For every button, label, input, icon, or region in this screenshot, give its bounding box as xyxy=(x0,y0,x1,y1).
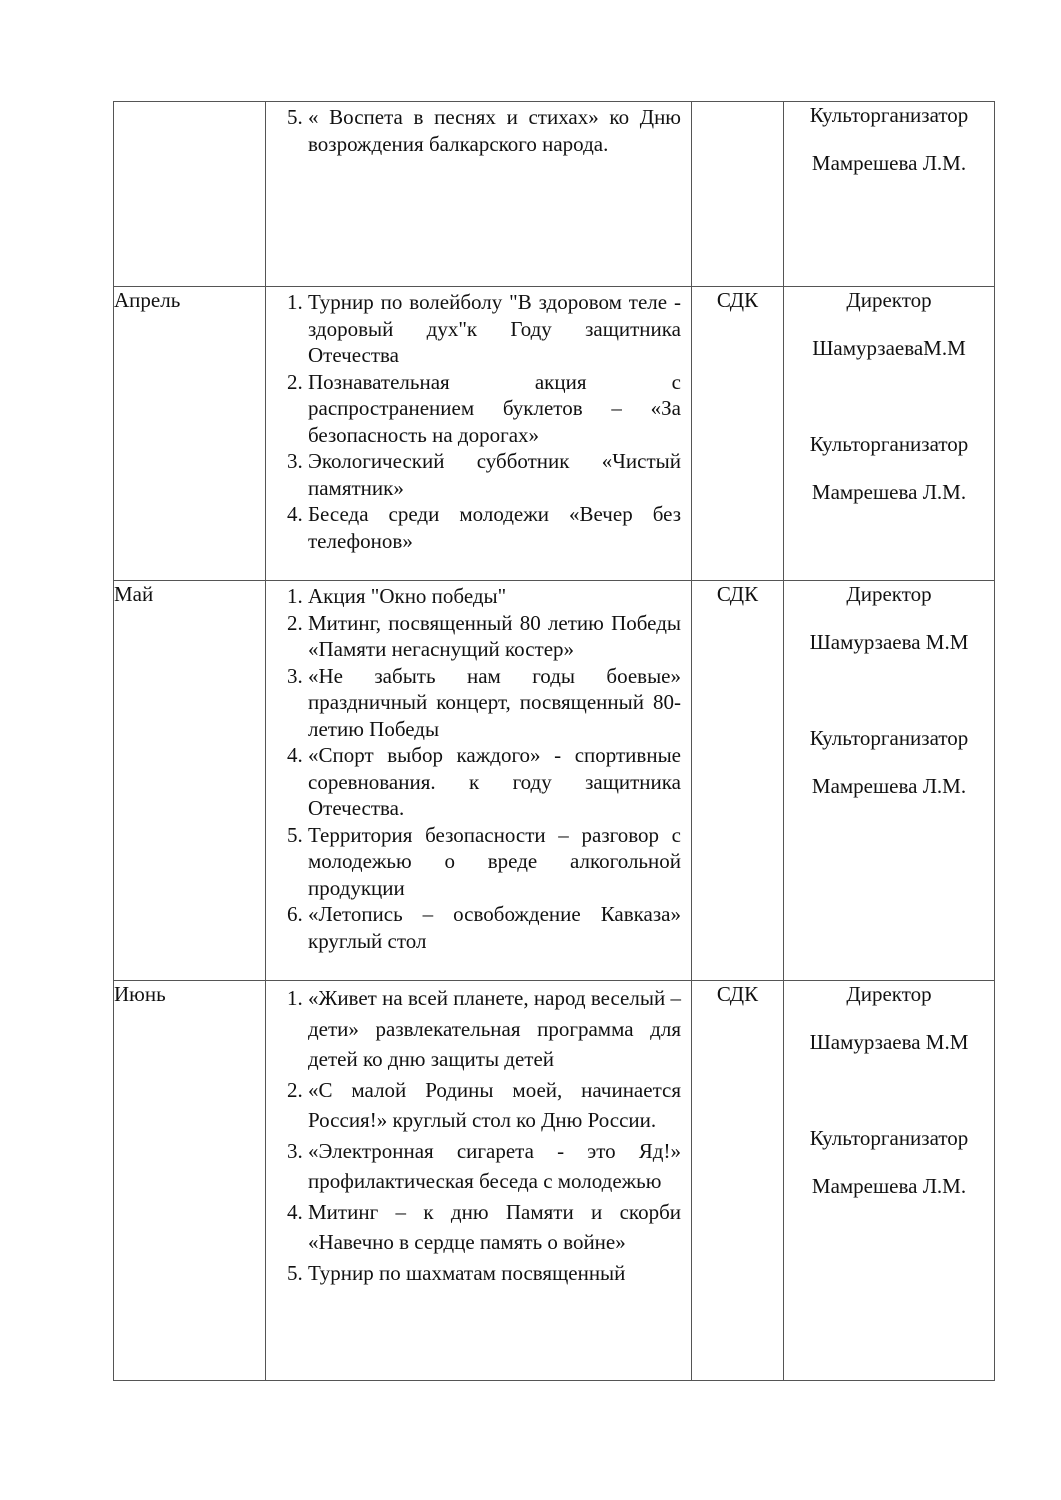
events-cell xyxy=(266,581,692,981)
responsible-role: Культорганизатор xyxy=(809,432,969,456)
responsible-cell xyxy=(784,581,995,981)
place-cell: СДК xyxy=(692,981,784,1381)
event-item: 1. «Живет на всей планете, народ веселый – дети» развлекательная программа для детей ко дню защиты детей xyxy=(308,983,681,1075)
responsible-cell xyxy=(784,981,995,1381)
table-row xyxy=(114,581,995,981)
responsible-role: Культорганизатор xyxy=(809,1126,969,1150)
events-list xyxy=(266,102,691,157)
place-cell xyxy=(692,102,784,287)
responsible-name: Мамрешева Л.М. xyxy=(811,151,967,175)
table-row xyxy=(114,287,995,581)
events-cell xyxy=(266,981,692,1381)
place-cell: СДК xyxy=(692,581,784,981)
events-list xyxy=(266,287,691,554)
month-cell: Май xyxy=(114,581,266,981)
month-cell: Июнь xyxy=(114,981,266,1381)
month-cell: Апрель xyxy=(114,287,266,581)
responsible-name: ШамурзаеваМ.М xyxy=(812,336,966,360)
event-item: 1. Турнир по волейболу "В здоровом теле - здоровый дух"к Году защитника Отечества xyxy=(308,289,681,369)
responsible-name: Шамурзаева М.М xyxy=(809,1030,969,1054)
responsible-cell xyxy=(784,102,995,287)
event-item: 4. Митинг – к дню Памяти и скорби «Навечно в сердце память о войне» xyxy=(308,1197,681,1258)
event-item: 5. Территория безопасности – разговор с молодежью о вреде алкогольной продукции xyxy=(308,822,681,902)
event-item: 2. Познавательная акция с распространением буклетов – «За безопасность на дорогах» xyxy=(308,369,681,449)
responsible-role: Директор xyxy=(846,288,932,312)
events-cell xyxy=(266,102,692,287)
responsible-name: Мамрешева Л.М. xyxy=(811,1174,967,1198)
events-plan-table xyxy=(113,101,995,1381)
event-item: 2. Митинг, посвященный 80 летию Победы «Памяти негаснущий костер» xyxy=(308,610,681,663)
event-item: 1. Акция "Окно победы" xyxy=(308,583,681,610)
responsible-role: Культорганизатор xyxy=(809,103,969,127)
responsible-name: Мамрешева Л.М. xyxy=(811,774,967,798)
event-item: 3. «Не забыть нам годы боевые» праздничный концерт, посвященный 80- летию Победы xyxy=(308,663,681,743)
event-item: 5. Турнир по шахматам посвященный xyxy=(308,1258,681,1289)
responsible-name: Мамрешева Л.М. xyxy=(811,480,967,504)
table-row xyxy=(114,981,995,1381)
responsible-cell xyxy=(784,287,995,581)
event-item: 4. «Спорт выбор каждого» - спортивные соревнования. к году защитника Отечества. xyxy=(308,742,681,822)
responsible-role: Культорганизатор xyxy=(809,726,969,750)
responsible-role: Директор xyxy=(846,582,932,606)
event-item: 6. «Летопись – освобождение Кавказа» круглый стол xyxy=(308,901,681,954)
events-list xyxy=(266,581,691,954)
month-cell xyxy=(114,102,266,287)
responsible-role: Директор xyxy=(846,982,932,1006)
event-item: 5. « Воспета в песнях и стихах» ко Дню возрождения балкарского народа. xyxy=(308,104,681,157)
event-item: 4. Беседа среди молодежи «Вечер без телефонов» xyxy=(308,501,681,554)
events-cell xyxy=(266,287,692,581)
event-item: 3. «Электронная сигарета - это Яд!» профилактическая беседа с молодежью xyxy=(308,1136,681,1197)
events-list xyxy=(266,981,691,1288)
place-cell: СДК xyxy=(692,287,784,581)
table-row xyxy=(114,102,995,287)
event-item: 3. Экологический субботник «Чистый памятник» xyxy=(308,448,681,501)
event-item: 2. «С малой Родины моей, начинается Россия!» круглый стол ко Дню России. xyxy=(308,1075,681,1136)
responsible-name: Шамурзаева М.М xyxy=(809,630,969,654)
